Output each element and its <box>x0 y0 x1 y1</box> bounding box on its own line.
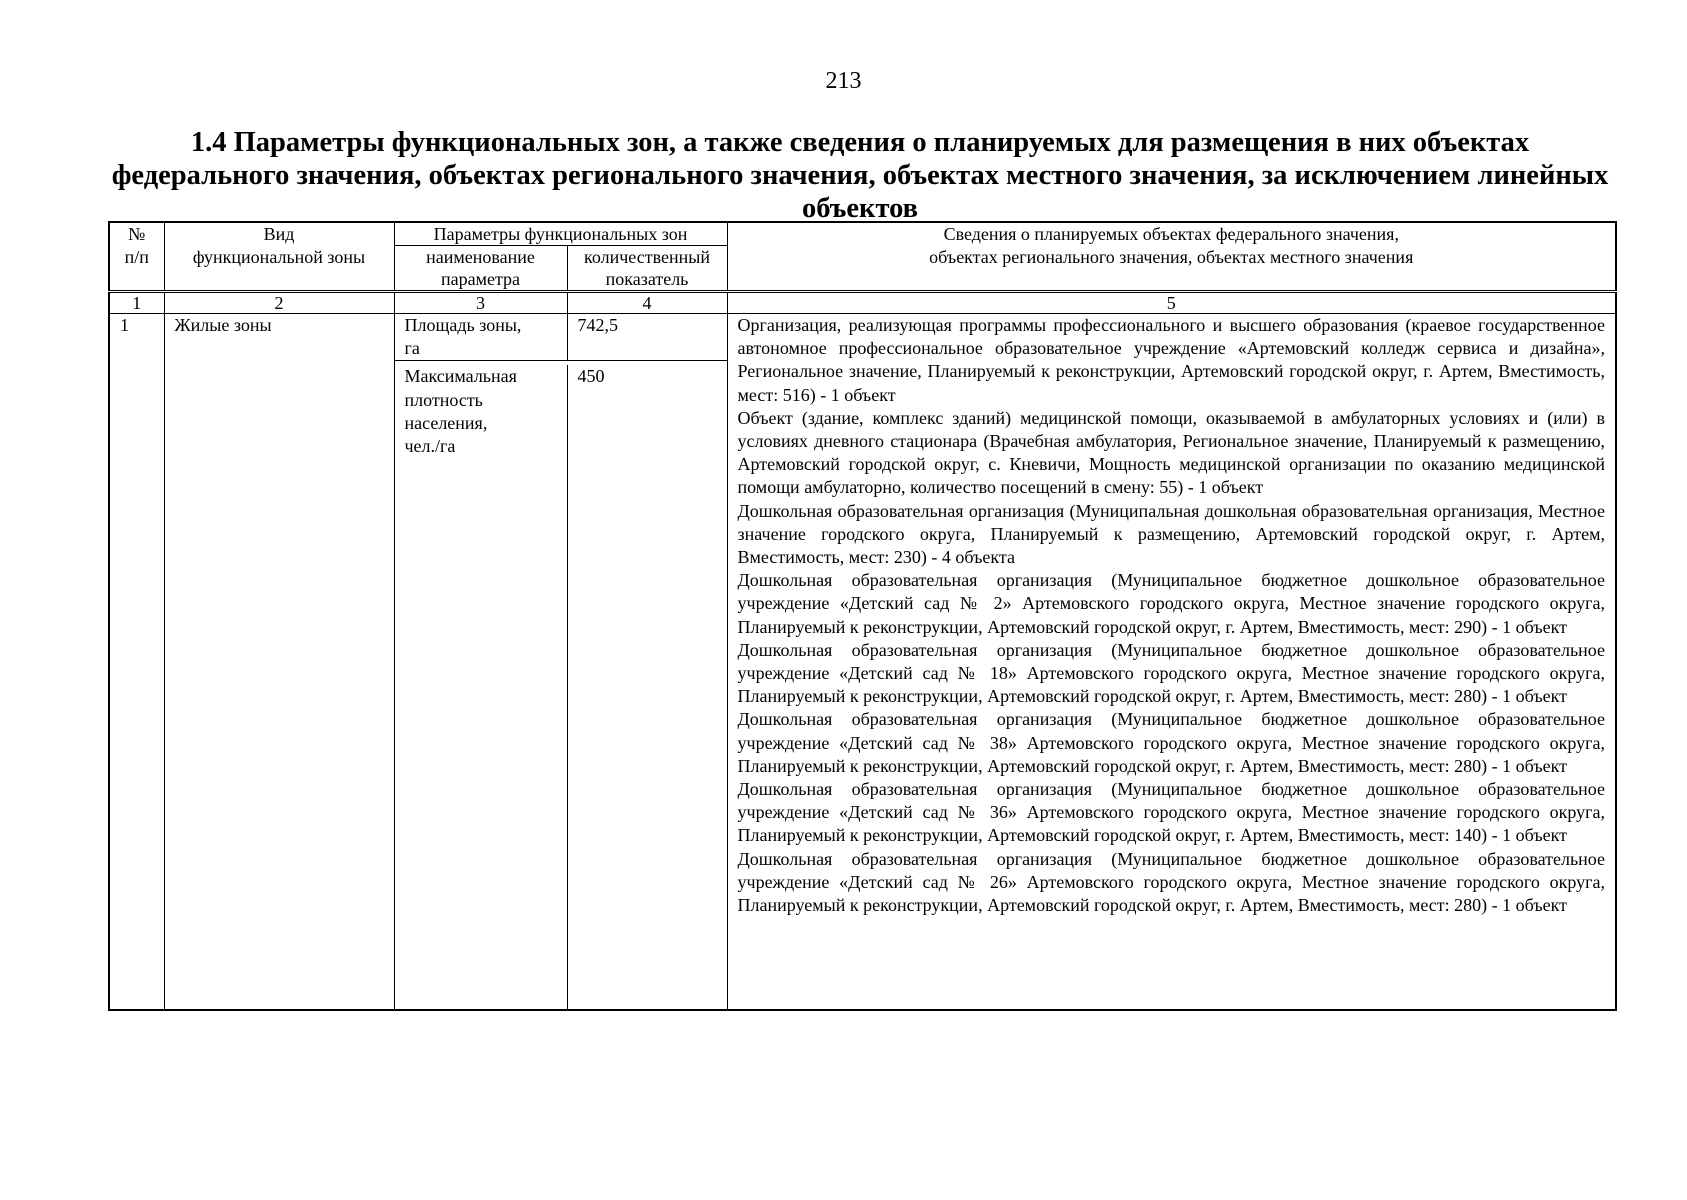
table-header-row-1 <box>109 222 1616 246</box>
column-number: 4 <box>567 292 727 314</box>
page-number: 213 <box>825 68 862 94</box>
zones-table <box>108 221 1617 1011</box>
object-entry: Дошкольная образовательная организация (Муниципальная дошкольная образовательная организация, Местное значение городского округа, Планируемый к размещению, Артемовский городской округ, г. Артем, Вместимость, мест: 230) - 4 объекта <box>737 500 1606 568</box>
header-zone-type: Вид функциональной зоны <box>164 222 394 292</box>
table-row <box>109 314 1616 1011</box>
header-num: № п/п <box>109 222 164 292</box>
header-param-value: количественный показатель <box>567 246 727 292</box>
row-zone-type: Жилые зоны <box>164 314 394 1011</box>
header-param-name: наименование параметра <box>394 246 567 292</box>
header-params-group: Параметры функциональных зон <box>394 222 727 246</box>
param-name: Площадь зоны, га <box>395 314 568 360</box>
param-area <box>395 314 727 360</box>
column-number: 5 <box>727 292 1616 314</box>
column-numbers-row <box>109 292 1616 314</box>
param-value: 450 <box>577 366 605 387</box>
column-number: 1 <box>109 292 164 314</box>
object-entry: Дошкольная образовательная организация (Муниципальное бюджетное дошкольное образовательное учреждение «Детский сад № 38» Артемовского городского округа, Местное значение городского округа, Планируемый к реконструкции, Артемовский городской округ, г. Артем, Вместимость, мест: 280) - 1 объект <box>737 709 1606 776</box>
param-name: Максимальная плотность населения, чел./га <box>395 365 568 1009</box>
heading-line-1: 1.4 Параметры функциональных зон, а также сведения о планируемых для размещения в них объектах <box>190 127 1530 158</box>
heading-line-2: федерального значения, объектах регионального значения, объектах местного значения, за исключением линейных <box>111 160 1609 191</box>
object-entry: Дошкольная образовательная организация (Муниципальное бюджетное дошкольное образовательное учреждение «Детский сад № 26» Артемовского городского округа, Местное значение городского округа, Планируемый к реконструкции, Артемовский городской округ, г. Артем, Вместимость, мест: 280) - 1 объект <box>737 848 1606 916</box>
param-density <box>395 360 727 1009</box>
row-params <box>394 314 727 1011</box>
row-num: 1 <box>109 314 164 1011</box>
param-value: 742,5 <box>577 315 618 335</box>
heading-line-3: объектов <box>801 193 919 224</box>
object-entry: Дошкольная образовательная организация (Муниципальное бюджетное дошкольное образовательное учреждение «Детский сад № 18» Артемовского городского округа, Местное значение городского округа, Планируемый к реконструкции, Артемовский городской округ, г. Артем, Вместимость, мест: 280) - 1 объект <box>737 639 1606 707</box>
column-number: 3 <box>394 292 567 314</box>
object-entry: Дошкольная образовательная организация (Муниципальное бюджетное дошкольное образовательное учреждение «Детский сад № 2» Артемовского городского округа, Местное значение городского округа, Планируемый к реконструкции, Артемовский городской округ, г. Артем, Вместимость, мест: 290) - 1 объект <box>737 570 1606 637</box>
object-entry: Объект (здание, комплекс зданий) медицинской помощи, оказываемой в амбулаторных условиях и (или) в условиях дневного стационара (Врачебная амбулатория, Региональное значение, Планируемый к размещению, Артемовский городской округ, с. Кневичи, Мощность медицинской организации по оказанию медицинской помощи амбулаторно, количество посещений в смену: 55) - 1 объект <box>737 407 1606 498</box>
object-entry: Организация, реализующая программы профессионального и высшего образования (краевое государственное автономное профессиональное образовательное учреждение «Артемовский колледж сервиса и дизайна», Региональное значение, Планируемый к реконструкции, Артемовский городской округ, г. Артем, Вместимость, мест: 516) - 1 объект <box>737 315 1606 405</box>
column-number: 2 <box>164 292 394 314</box>
header-objects: Сведения о планируемых объектах федерального значения, объектах регионального значения, объектах местного значения <box>727 222 1616 292</box>
row-objects <box>727 314 1616 1011</box>
object-entry: Дошкольная образовательная организация (Муниципальное бюджетное дошкольное образовательное учреждение «Детский сад № 36» Артемовского городского округа, Местное значение городского округа, Планируемый к реконструкции, Артемовский городской округ, г. Артем, Вместимость, мест: 140) - 1 объект <box>737 779 1606 846</box>
section-heading <box>100 126 1620 225</box>
